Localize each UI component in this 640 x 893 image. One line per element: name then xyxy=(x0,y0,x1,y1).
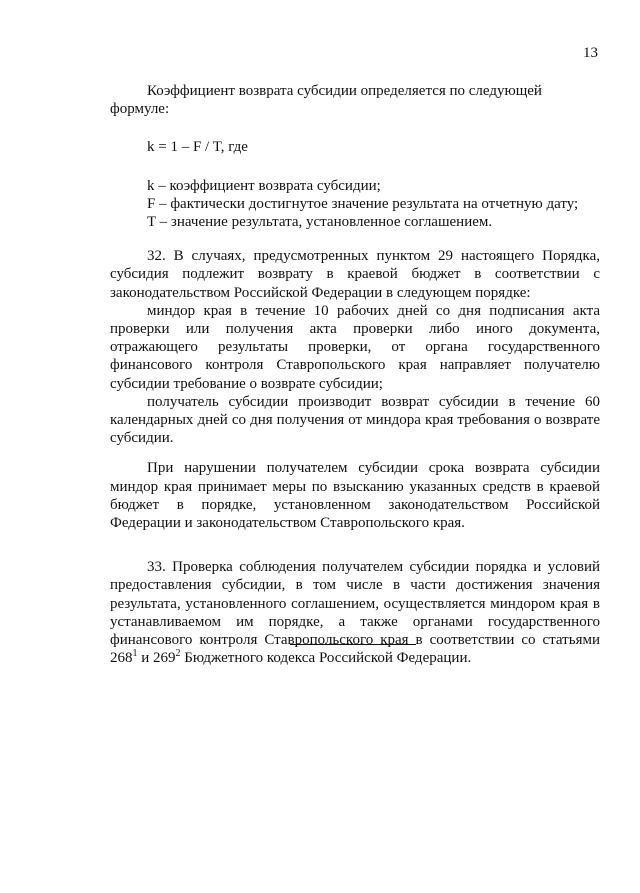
paragraph-33 xyxy=(110,558,600,667)
paragraph-32: 32. В случаях, предусмотренных пунктом 29 настоящего Порядка, субсидия подлежит возврату в краевой бюджет в соответствии с законодательством Российской Федерации в следующем порядке: xyxy=(110,248,600,301)
superscript-1: 1 xyxy=(132,648,138,660)
paragraph-33-text: 33. Проверка соблюдения получателем субсидии порядка и условий предоставления субсидии, в том числе в части достижения значения результата, установленного соглашением, осуществляется миндором края в устанавливаемом им порядке, а также органами государственного финансового контроля Ставропольского края в соответствии со статьями 268 xyxy=(110,559,600,667)
definition-k: k – коэффициент возврата субсидии; xyxy=(147,177,381,194)
paragraph-33-and: и 269 xyxy=(137,650,176,667)
paragraph-32-violation: При нарушении получателем субсидии срока возврата субсидии миндор края принимает меры по взысканию указанных средств в краевой бюджет в порядке, установленном законодательством Российской Федерации и законодательством Ставропольского края. xyxy=(110,460,600,532)
closing-rule xyxy=(290,644,416,645)
formula-intro: Коэффициент возврата субсидии определяется по следующей формуле: xyxy=(110,83,542,118)
paragraph-33-tail: Бюджетного кодекса Российской Федерации. xyxy=(180,650,472,667)
formula: k = 1 – F / T, где xyxy=(147,139,248,156)
definition-f: F – фактически достигнутое значение результата на отчетную дату; xyxy=(147,195,579,212)
superscript-2: 2 xyxy=(175,648,181,660)
document-body xyxy=(110,82,600,667)
definition-t: T – значение результата, установленное соглашением. xyxy=(147,214,493,231)
paragraph-32-item-b: получатель субсидии производит возврат субсидии в течение 60 календарных дней со дня получения от миндора края требования о возврате субсидии. xyxy=(110,393,600,447)
paragraph-32-item-a: миндор края в течение 10 рабочих дней со дня подписания акта проверки или получения акта проверки либо иного документа, отражающего результаты проверки, от органа государственного финансового контроля Ставропольского края направляет получателю субсидии требование о возврате субсидии; xyxy=(110,302,600,392)
page-number: 13 xyxy=(583,45,598,61)
